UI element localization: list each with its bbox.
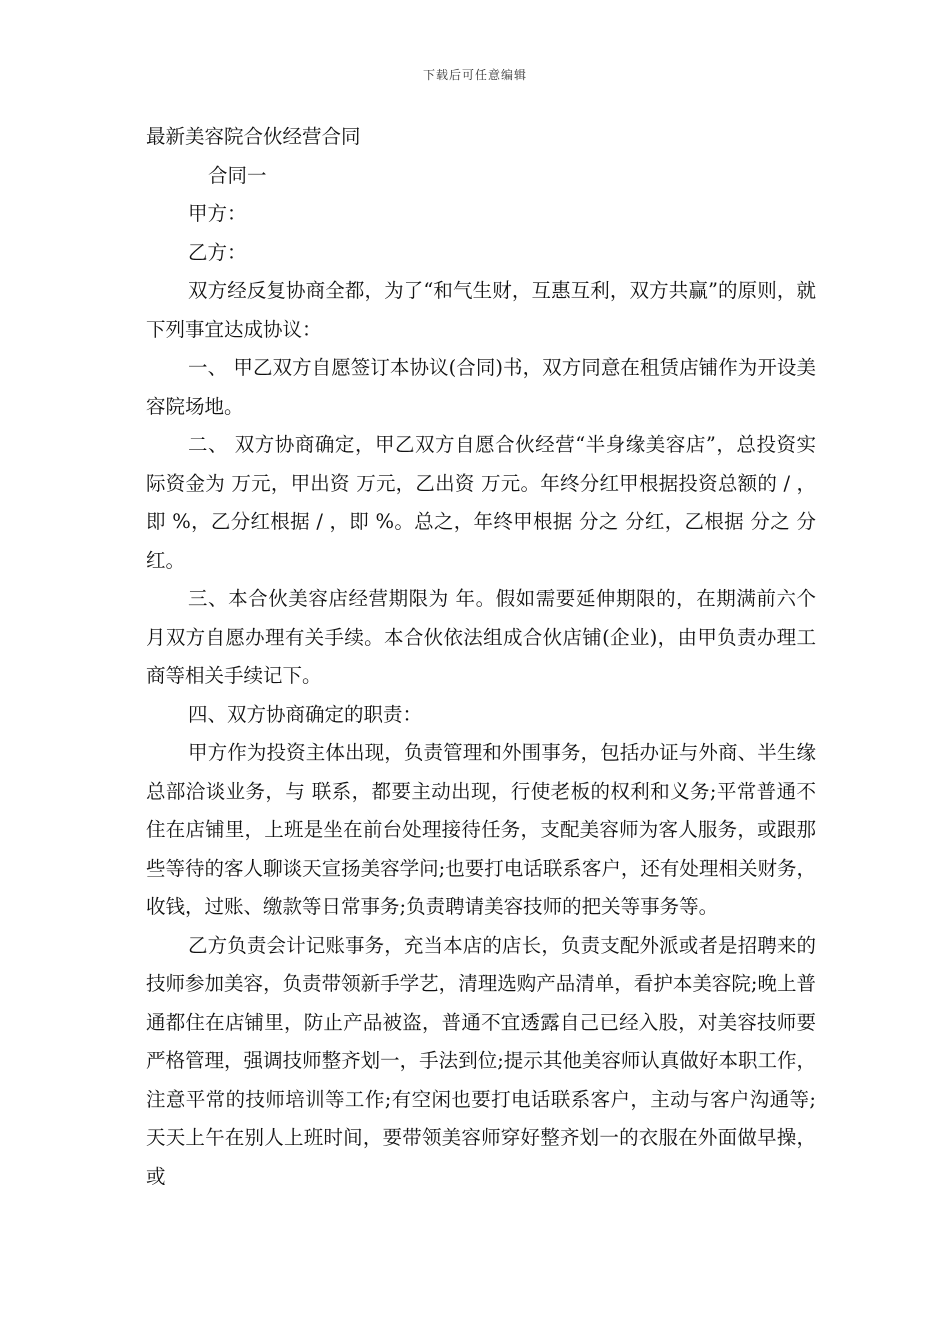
document-body	[146, 118, 816, 1196]
document-subtitle: 合同一	[208, 163, 267, 187]
paragraph-party-a-duties: 甲方作为投资主体出现，负责管理和外围事务，包括办证与外商、半生缘总部洽谈业务，与 联系，都要主动出现，行使老板的权利和义务;平常普通不住在店铺里，上班是坐在前台处理接待任务，支配美容师为客人服务，或跟那些等待的客人聊谈天宣扬美容学问;也要打电话联系客户，还有处理相关财务，收钱，过账、缴款等日常事务;负责聘请美容技师的把关等事务等。	[146, 741, 816, 918]
paragraph-intro: 双方经反复协商全都，为了“和气生财，互惠互利，双方共赢”的原则，就下列事宜达成协议：	[146, 279, 816, 341]
page-header-note: 下载后可任意编辑	[422, 68, 527, 82]
party-b-label: 乙方：	[188, 240, 247, 264]
paragraph-clause-4: 四、双方协商确定的职责：	[188, 702, 423, 726]
document-title: 最新美容院合伙经营合同	[146, 125, 361, 148]
paragraph-clause-3: 三、本合伙美容店经营期限为 年。假如需要延伸期限的，在期满前六个月双方自愿办理有关手续。本合伙依法组成合伙店铺(企业)，由甲负责办理工商等相关手续记下。	[146, 587, 816, 687]
party-a-label: 甲方：	[188, 202, 247, 225]
paragraph-clause-1: 一、 甲乙双方自愿签订本协议(合同)书，双方同意在租赁店铺作为开设美容院场地。	[146, 356, 816, 418]
paragraph-party-b-duties: 乙方负责会计记账事务，充当本店的店长，负责支配外派或者是招聘来的技师参加美容，负责带领新手学艺，清理选购产品清单，看护本美容院;晚上普通都住在店铺里，防止产品被盗，普通不宜透露自己已经入股，对美容技师要严格管理，强调技师整齐划一，手法到位;提示其他美容师认真做好本职工作，注意平常的技师培训等工作;有空闲也要打电话联系客户，主动与客户沟通等;天天上午在别人上班时间，要带领美容师穿好整齐划一的衣服在外面做早操，或	[146, 933, 816, 1188]
paragraph-clause-2: 二、 双方协商确定，甲乙双方自愿合伙经营“半身缘美容店”，总投资实际资金为 万元，甲出资 万元，乙出资 万元。年终分红甲根据投资总额的 / ，即 %，乙分红根据 / ，即 %。总之，年终甲根据 分之 分红，乙根据 分之 分红。	[146, 433, 816, 572]
